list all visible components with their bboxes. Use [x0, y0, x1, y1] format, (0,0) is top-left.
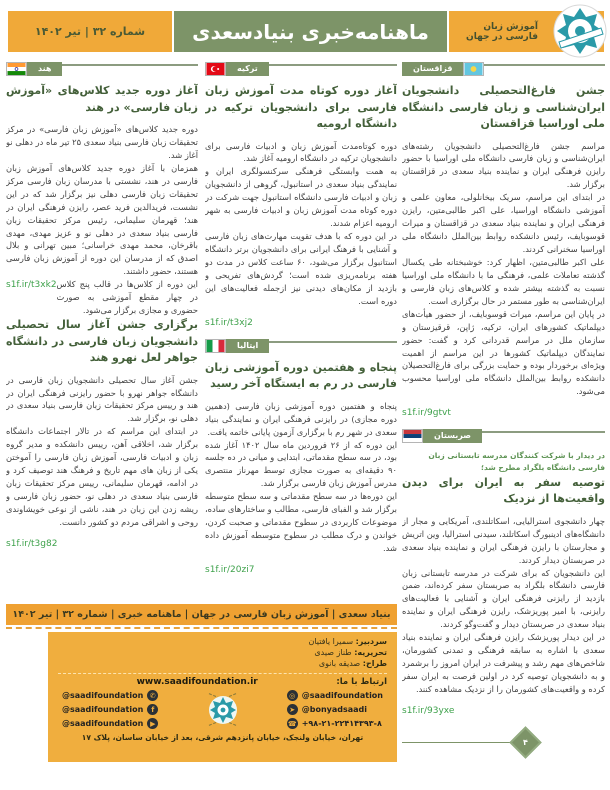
imprint-designer [58, 659, 387, 670]
section-header-india [6, 62, 198, 76]
social-telegram[interactable] [287, 704, 383, 715]
article-short-link[interactable]: s1f.ir/93yxe [402, 705, 455, 716]
social-facebook[interactable] [62, 704, 158, 715]
social-handle: @saadifoundation [62, 705, 144, 715]
article-headline: توصیه سفر به ایران برای دیدن واقعیت‌ها از نزدیک [402, 475, 605, 506]
section-rule [269, 341, 397, 343]
section-rule [482, 431, 605, 433]
section-header-turkey [205, 62, 397, 76]
article-paragraph: در پایان این مراسم، میرات قوسوبایف، از حضور هیأت‌های دیپلماتیک کشورهای ایران، ترکیه، ژاپن، قرقیزستان و سازمان ملل در مراسم قدردانی کرد و گفت: حضور نمایندگان دیپلماتیک کشورها در این مراسم از اهمیت ویژه‌ای برخوردار بوده و حمایت بزرگی برای فارغ‌التحصیلان دانشکده روابط بین‌الملل دانشگاه ملی اوراسیا محسوب می‌شود. [402, 308, 605, 397]
article-paragraph: این دوره‌ها در سه سطح مقدماتی و سه سطح متوسطه برگزار شد و الفبای فارسی، مطالب و ساختارهای ساده، موضوعات کاربردی در سطوح مقدماتی و صحبت کردن، خواندن و درک مطلب در سطوح متوسطه آموزش داده شد. [205, 491, 397, 553]
article-paragraph: در این دیدار پوریزشک رایزن فرهنگی ایران و نماینده بنیاد سعدی با اشاره به سابقه فرهنگی و تمدنی کشورمان، شاخص‌های مهم رشد و پیشرفت در ایران امروز را برشمرد و به دانشجویان توصیه کرد در اولین فرصت به ایران سفر کرده و واقعیت‌های کشورمان را از نزدیک مشاهده کنند. [402, 632, 605, 694]
issue-badge: شماره ۳۲ | تیر ۱۴۰۲ [8, 11, 172, 52]
article-headline: جشن فارغ‌التحصیلی دانشجویان ایران‌شناسی و زبان فارسی دانشگاه ملی اوراسیا قزاقستان [402, 84, 605, 130]
social-whatsapp[interactable] [62, 690, 158, 701]
social-instagram[interactable] [287, 690, 383, 701]
article-paragraph: این دانشجویان که برای شرکت در مدرسه تابستانی زبان فارسی دانشگاه بلگراد به صربستان سفر کرده‌اند، ضمن بازدید از رایزنی فرهنگی ایران و آشنایی با فعالیت‌های رایزنی، با امیر پوریزشک، رایزن فرهنگی ایران و نماینده بنیاد سعدی در صربستان دیدار و گفت‌وگو کردند. [402, 567, 605, 630]
page-title: ماهنامه‌خبری بنیادسعدی [174, 11, 447, 52]
masthead-subject [449, 11, 604, 52]
page-number-row [402, 731, 605, 754]
footer-title-bar: بنیاد سعدی | آموزش زبان فارسی در جهان | ماهنامه خبری | شماره ۳۲ | تیر ۱۴۰۲ [6, 604, 397, 625]
phone-number: +۹۸-۲۱-۲۲۴۱۴۳۹۳-۸ [301, 719, 382, 729]
column-right [402, 62, 605, 776]
social-handle: @saadifoundation [62, 691, 144, 701]
masthead-subject-label: آموزش زبان فارسی در جهان [466, 21, 538, 42]
article-paragraph: در ابتدای این مراسم که در تالار اجتماعات دانشگاه برگزار شد، اخلاقی آهن، رییس دانشکده و مدیر گروه زبان و ادبیات فارسی، آموزش زبان فارسی را آموختن یکی از زبان های مهم تاریخ و فرهنگ هند توصیف کرد و در ادامه، قهرمان سلیمانی، رییس مرکز تحقیقات زبان فارسی بنیاد سعدی در دهلی نو، حضور زبان فارسی و ریشه زدن این زبان در هند، ناشی از نوعی خویشاوندی روحی و اشراقی مردم دو کشور دانست. [6, 426, 198, 527]
article-paragraph: جشن آغاز سال تحصیلی دانشجویان زبان فارسی در دانشگاه جواهر نهرو با حضور رایزنی فرهنگی ایران در هند و رییس مرکز تحقیقات زبان فارسی بنیاد سعدی در دهلی نو، برگزار شد. [6, 374, 198, 424]
contact-label: ارتباط با ما: [336, 677, 387, 688]
imprint-editorial-value: طناز صیدی [314, 647, 352, 657]
article-paragraph [6, 278, 198, 317]
imprint-editor-value: سمیرا یافتیان [308, 637, 354, 646]
footer-dashed-rule [6, 627, 397, 629]
country-badge-italy: ایتالیا [226, 339, 269, 353]
column-middle [205, 62, 397, 602]
article-paragraph: در ابتدای این مراسم، سریک بیخانلولی، معاون علمی و آموزشی دانشگاه اوراسیا، علی اکبر طالبی‌متین، رایزن فرهنگی ایران و نماینده بنیاد سعدی در قزاقستان و میرات قوسوبایف، رئیس دانشکده روابط بین‌الملل دانشگاه ملی اوراسیا سخنرانی کردند. [402, 192, 605, 254]
article-headline: آغاز دوره کوتاه مدت آموزش زبان فارسی برای دانشجویان ترکیه در دانشگاه ارومیه [205, 84, 397, 130]
instagram-icon: ◎ [287, 690, 298, 701]
section-rule [269, 64, 397, 66]
telegram-icon: ➤ [287, 704, 298, 715]
website-link[interactable]: www.saadifoundation.ir [136, 677, 258, 688]
india-flag-icon [6, 62, 27, 76]
section-header-kazakhstan [402, 62, 605, 76]
imprint-designer-label: طراح: [362, 658, 387, 668]
section-header-italy [205, 339, 397, 353]
section-rule [484, 64, 605, 66]
social-column-right [287, 690, 383, 729]
article-paragraph: پنجاه و هفتمین دوره آموزشی زبان فارسی (دهمین دوره مجازی) در رایزنی فرهنگی ایران و نمایندگی بنیاد سعدی در شهر رم با برگزاری آزمون پایانی خاتمه یافت. [205, 400, 397, 437]
imprint-separator [58, 673, 387, 674]
saadi-foundation-logo-icon [208, 695, 238, 725]
italy-flag-icon [205, 339, 226, 353]
imprint-editorial-label: تحریریه: [354, 647, 387, 657]
article-paragraph: دوره کوتاه‌مدت آموزش زبان و ادبیات فارسی برای دانشجویان ترکیه در دانشگاه ارومیه آغاز شد. [205, 140, 397, 164]
social-handle: @bonyadsaadi [301, 705, 368, 715]
social-network [58, 690, 387, 729]
imprint-editorial [58, 648, 387, 659]
social-column-left [62, 690, 158, 729]
country-badge-turkey: ترکیه [226, 62, 269, 76]
youtube-icon: ▶ [147, 718, 158, 729]
article-paragraph-text: این دوره از کلاس‌ها در قالب پنج کلاس در چهار مقطع آموزشی به صورت حضوری و مجازی برگزار می‌شود. [56, 279, 198, 316]
imprint-editor [58, 637, 387, 648]
article-paragraph: مراسم جشن فارغ‌التحصیلی دانشجویان رشته‌های ایران‌شناسی و زبان فارسی دانشگاه ملی اوراسیا با حضور رایزن فرهنگی ایران و نماینده بنیاد سعدی در قزاقستان برگزار شد. [402, 140, 605, 190]
article-headline: برگزاری جشن آغاز سال تحصیلی دانشجویان زبان فارسی در دانشگاه جواهر لعل نهرو هند [6, 318, 198, 365]
serbia-flag-icon [402, 429, 423, 443]
article-short-link[interactable]: s1f.ir/t3g82 [6, 538, 58, 549]
imprint-block [48, 632, 397, 762]
imprint-editor-label: سردبیر: [355, 637, 387, 646]
article-short-link[interactable]: s1f.ir/9gtvt [402, 408, 451, 419]
page-number-diamond [509, 726, 542, 759]
turkey-flag-icon [205, 62, 226, 76]
facebook-icon: f [147, 704, 158, 715]
page-number: ۴ [523, 737, 528, 747]
article-paragraph: همزمان با آغاز دوره جدید کلاس‌های آموزش زبان فارسی در هند، نشستی با مدرسان زبان فارسی مرکز تحقیقات زبان فارسی دهلی نیز برگزار شد که در این نشست، فریدالدین فرید عصر، رایزن فرهنگی ایران در هند؛ قهرمان سلیمانی، رئیس مرکز تحقیقات زبان فارسی بنیاد سعدی در دهلی نو و عزیز مهدی، مهدی باقرخان، محمد مهدی خراسانی؛ مبین تهرانی و بلال اصدق که از مدرسان این دوره از آموزش زبان فارسی هستند، حضور داشتند. [6, 162, 198, 277]
phone-icon: ☎ [287, 719, 297, 728]
column-left [6, 62, 198, 602]
article-paragraph: دوره جدید کلاس‌های «آموزش زبان فارسی» در مرکز تحقیقات زبان فارسی بنیاد سعدی ۲۵ تیر ماه در دهلی نو آغاز شد. [6, 124, 198, 160]
article-paragraph: علی اکبر طالبی‌متین، اظهار کرد: خوشبختانه طی یکسال گذشته تعاملات علمی، فرهنگی ما با دانشگاه ملی اوراسیا نسبت به گذشته بیشتر شده و کلاس‌های زبان فارسی و ایران‌شناسی به طور مستمر در حال برگزاری است. [402, 256, 605, 306]
social-handle: @saadifoundation [62, 719, 144, 729]
article-paragraph: در این دوره که با هدف تقویت مهارت‌های زبان فارسی و آشنایی با فرهنگ ایرانی برای دانشجویان برتر دانشگاه استانبول برگزار می‌شود، ۶۰ ساعت کلاس در مدت دو هفته برنامه‌ریزی شده است؛ گردش‌های تفریحی و بازدید از مکان‌های دیدنی نیز ازجمله فعالیت‌های این دوره است. [205, 231, 397, 306]
address-line: تهران، خیابان ولنجک، خیابان پانزدهم شرقی، بعد از خیابان ساسان، پلاک ۱۷ [81, 733, 364, 743]
article-short-link[interactable]: s1f.ir/t3xj2 [205, 317, 253, 328]
whatsapp-icon: ✆ [147, 690, 158, 701]
imprint-designer-value: صدیقه بانوی [318, 658, 361, 668]
article-paragraph: چهار دانشجوی استرالیایی، اسکاتلندی، آمریکایی و مجار از دانشگاه‌های ادینبورگ اسکاتلند، سیدنی استرالیا، وین اتریش و مجارستان با رایزن فرهنگی ایران و نماینده بنیاد سعدی در صربستان دیدار کردند. [402, 515, 605, 565]
social-youtube[interactable] [62, 718, 158, 729]
saadi-foundation-logo-icon [553, 4, 607, 58]
article-headline: آغاز دوره جدید کلاس‌های «آموزش زبان فارسی» در هند [6, 84, 198, 114]
contact-row [58, 677, 387, 687]
country-badge-india: هند [27, 62, 62, 76]
article-paragraph: به همت وابستگی فرهنگی سرکنسولگری ایران و نمایندگی بنیاد سعدی در استانبول، گروهی از دانشجویان زبان و ادبیات فارسی دانشگاه استانبول جهت شرکت در دوره کوتاه مدت آموزش زبان و ادبیات فارسی به شهر ارومیه اعزام شدند. [205, 166, 397, 229]
article-short-link[interactable]: s1f.ir/t3xk2 [6, 280, 57, 291]
page-number-line [402, 742, 516, 743]
article-short-link[interactable]: s1f.ir/20zi7 [205, 564, 255, 575]
masthead [8, 11, 604, 52]
country-badge-kazakhstan: قزاقستان [402, 62, 463, 76]
social-handle: @saadifoundation [301, 691, 383, 701]
article-headline: پنجاه و هفتمین دوره آموزشی زبان فارسی در رم به ایستگاه آخر رسید [205, 360, 397, 391]
article-paragraph: این دوره که از ۲۶ فروردین ماه سال ۱۴۰۲ آغاز شده بود، در سه سطح مقدماتی، ابتدایی و میانی در ده جلسه ۹۰ دقیقه‌ای به صورت مجازی توسط مهرناز منتصری مدرس آموزش زبان فارسی برگزار شد. [205, 439, 397, 489]
section-rule [62, 64, 198, 66]
kazakhstan-flag-icon [463, 62, 484, 76]
article-kicker: در دیدار با شرکت کنندگان مدرسه تابستانی زبان فارسی دانشگاه بلگراد مطرح شد؛ [428, 451, 605, 472]
country-badge-serbia: صربستان [423, 429, 482, 443]
section-header-serbia [402, 429, 605, 443]
social-phone[interactable] [287, 718, 383, 729]
